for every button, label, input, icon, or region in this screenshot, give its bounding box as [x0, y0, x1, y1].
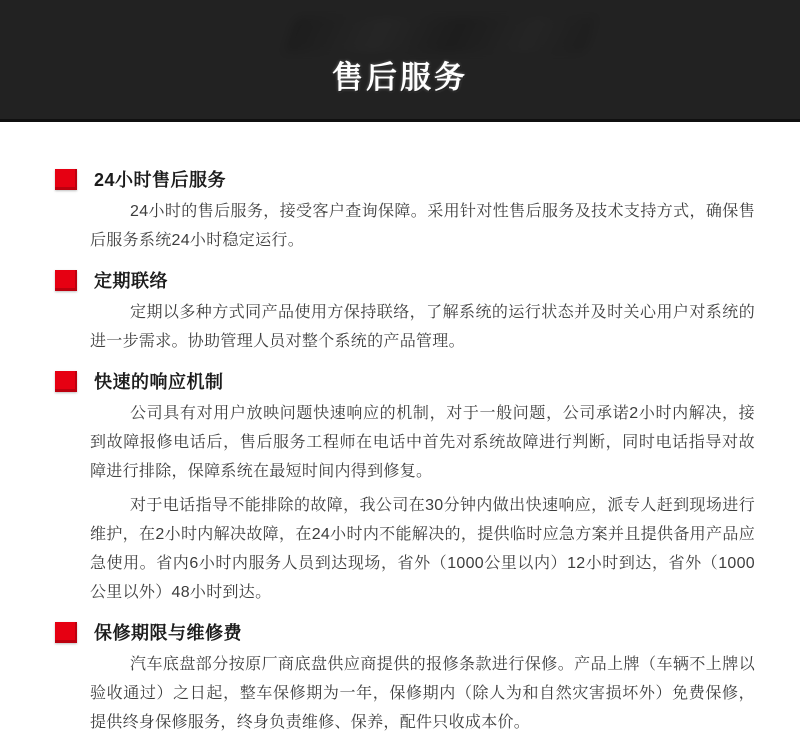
red-square-bullet-icon: [55, 371, 77, 392]
section-paragraphs: [0, 197, 755, 255]
section-heading-row: [0, 267, 755, 293]
section-heading-row: [0, 619, 755, 645]
sections-container: [0, 122, 800, 737]
section-paragraphs: [0, 650, 755, 737]
section-heading-row: [0, 368, 755, 394]
section-heading: 快速的响应机制: [94, 372, 224, 392]
section-heading-row: [0, 166, 755, 192]
red-square-bullet-icon: [55, 169, 77, 190]
service-section: [0, 619, 755, 737]
section-heading: 24小时售后服务: [94, 170, 227, 190]
service-section: [0, 368, 755, 607]
red-square-bullet-icon: [55, 622, 77, 643]
section-paragraph: 公司具有对用户放映问题快速响应的机制，对于一般问题，公司承诺2小时内解决，接到故障报修电话后，售后服务工程师在电话中首先对系统故障进行判断，同时电话指导对故障进行排除，保障系统在最短时间内得到修复。: [90, 405, 755, 480]
section-paragraphs: [0, 298, 755, 356]
page-title: 售后服务: [332, 60, 468, 95]
section-paragraph: 定期以多种方式同产品使用方保持联络，了解系统的运行状态并及时关心用户对系统的进一步需求。协助管理人员对整个系统的产品管理。: [90, 304, 755, 350]
watermark-smudge: [284, 18, 595, 52]
banner: [0, 0, 800, 122]
section-heading: 定期联络: [94, 271, 168, 291]
section-paragraph: 对于电话指导不能排除的故障，我公司在30分钟内做出快速响应，派专人赶到现场进行维护，在2小时内解决故障，在24小时内不能解决的，提供临时应急方案并且提供备用产品应急使用。省内6小时内服务人员到达现场，省外（1000公里以内）12小时到达，省外（1000公里以外）48小时到达。: [90, 497, 755, 601]
service-section: [0, 267, 755, 356]
section-heading: 保修期限与维修费: [94, 623, 242, 643]
section-paragraphs: [0, 399, 755, 607]
section-paragraph: 汽车底盘部分按原厂商底盘供应商提供的报修条款进行保修。产品上牌（车辆不上牌以验收通过）之日起，整车保修期为一年，保修期内（除人为和自然灾害损坏外）免费保修，提供终身保修服务，终身负责维修、保养，配件只收成本价。: [90, 656, 755, 731]
red-square-bullet-icon: [55, 270, 77, 291]
service-section: [0, 166, 755, 255]
section-paragraph: 24小时的售后服务，接受客户查询保障。采用针对性售后服务及技术支持方式，确保售后服务系统24小时稳定运行。: [90, 203, 755, 249]
